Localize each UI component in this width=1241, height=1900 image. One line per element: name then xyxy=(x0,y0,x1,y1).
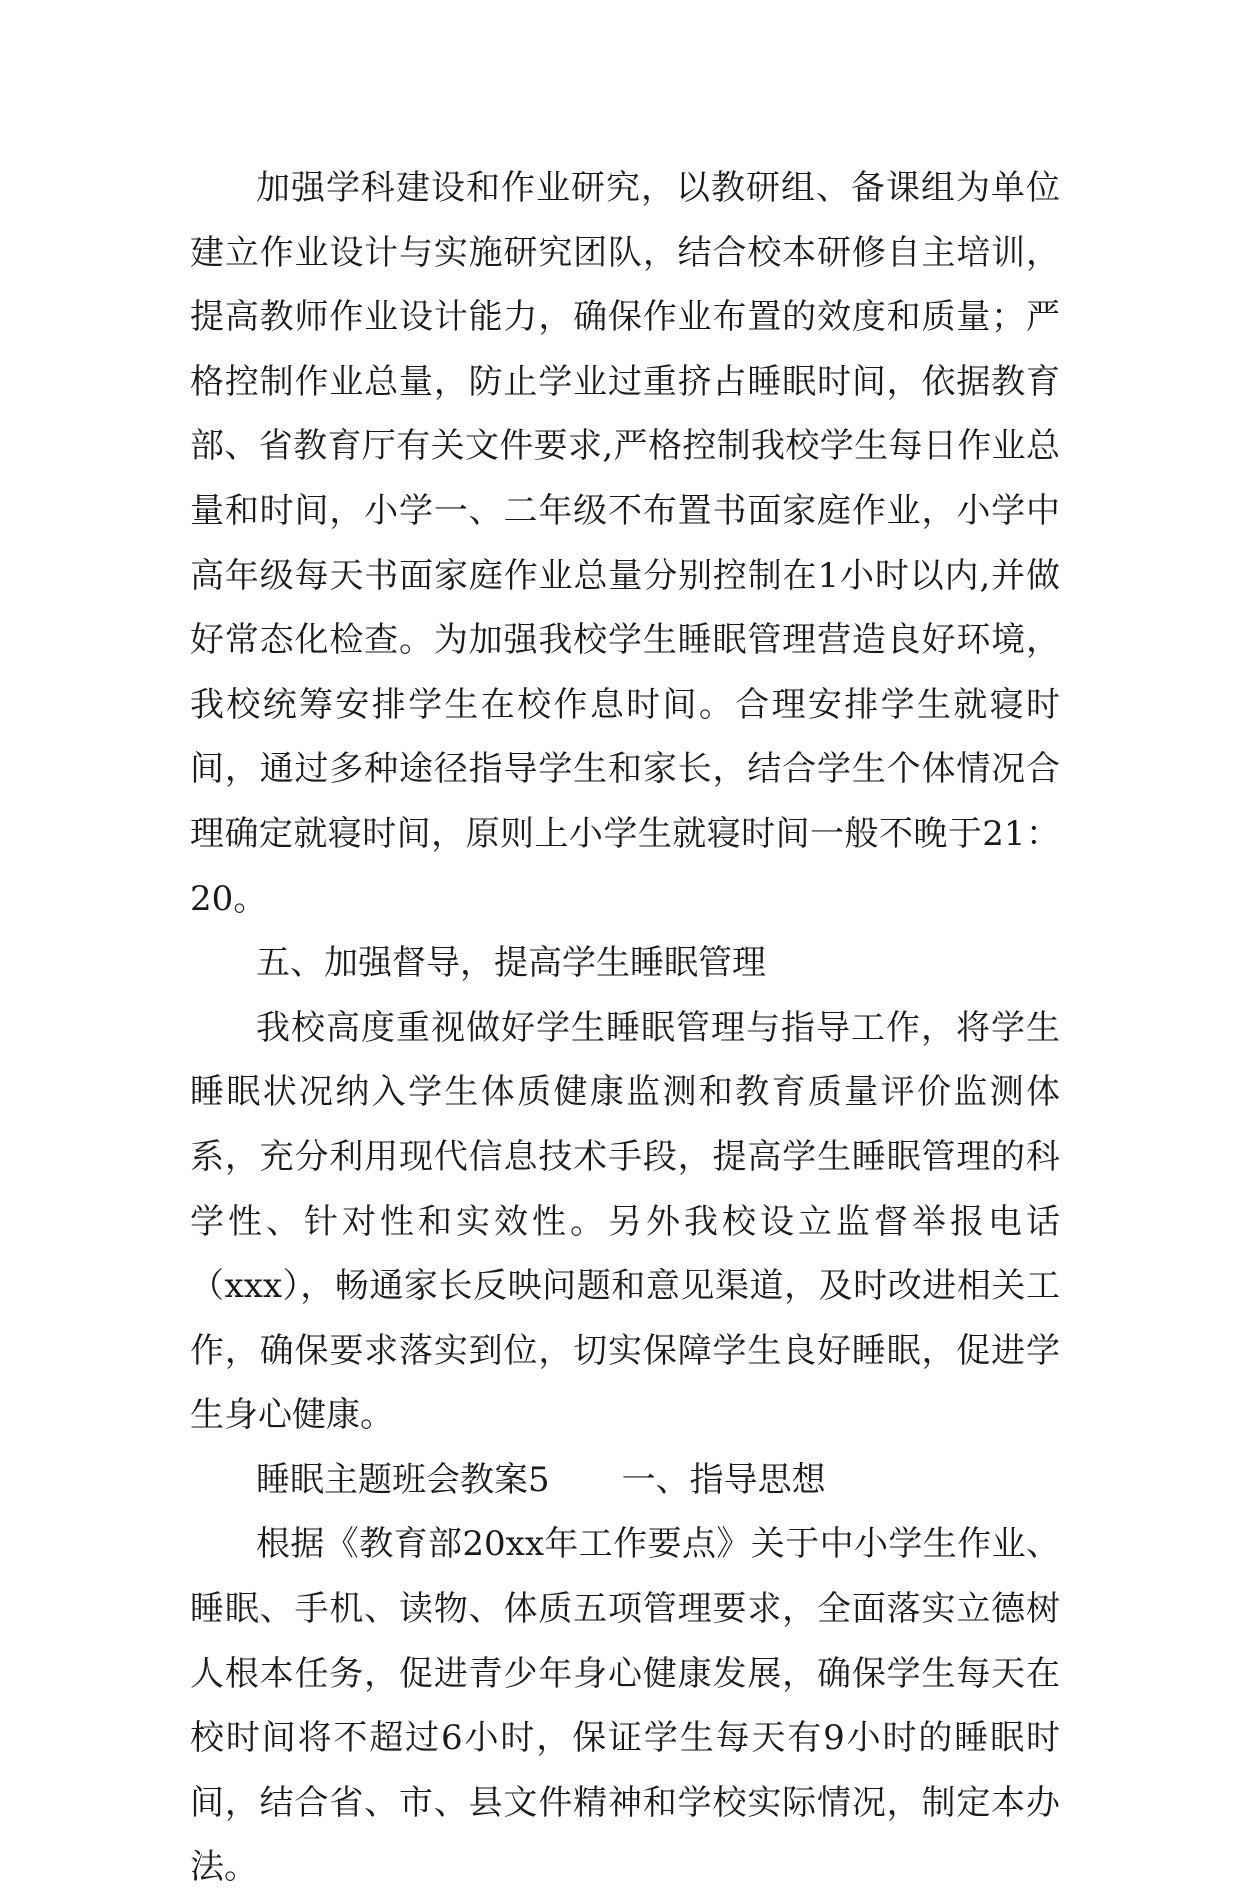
lesson-plan-heading xyxy=(190,1448,1060,1513)
paragraph-homework-control: 加强学科建设和作业研究，以教研组、备课组为单位建立作业设计与实施研究团队，结合校本研修自主培训，提高教师作业设计能力，确保作业布置的效度和质量；严格控制作业总量，防止学业过重挤占睡眠时间，依据教育部、省教育厅有关文件要求,严格控制我校学生每日作业总量和时间，小学一、二年级不布置书面家庭作业，小学中高年级每天书面家庭作业总量分别控制在1小时以内,并做好常态化检查。为加强我校学生睡眠管理营造良好环境，我校统筹安排学生在校作息时间。合理安排学生就寝时间，通过多种途径指导学生和家长，结合学生个体情况合理确定就寝时间，原则上小学生就寝时间一般不晚于21：20。 xyxy=(190,168,1060,919)
document-body xyxy=(190,156,1060,1900)
section-heading-supervision: 五、加强督导，提高学生睡眠管理 xyxy=(256,943,766,984)
section-heading-guiding-ideology: 一、指导思想 xyxy=(621,1459,826,1500)
paragraph-sleep-management: 我校高度重视做好学生睡眠管理与指导工作，将学生睡眠状况纳入学生体质健康监测和教育质量评价监测体系，充分利用现代信息技术手段，提高学生睡眠管理的科学性、针对性和实效性。另外我校设立监督举报电话（xxx），畅通家长反映问题和意见渠道，及时改进相关工作，确保要求落实到位，切实保障学生良好睡眠，促进学生身心健康。 xyxy=(190,1007,1060,1436)
paragraph-guiding-ideology: 根据《教育部20xx年工作要点》关于中小学生作业、睡眠、手机、读物、体质五项管理要求，全面落实立德树人根本任务，促进青少年身心健康发展，确保学生每天在校时间将不超过6小时，保证学生每天有9小时的睡眠时间，结合省、市、县文件精神和学校实际情况，制定本办法。 xyxy=(190,1524,1060,1888)
lesson-plan-title: 睡眠主题班会教案5 xyxy=(256,1459,550,1500)
